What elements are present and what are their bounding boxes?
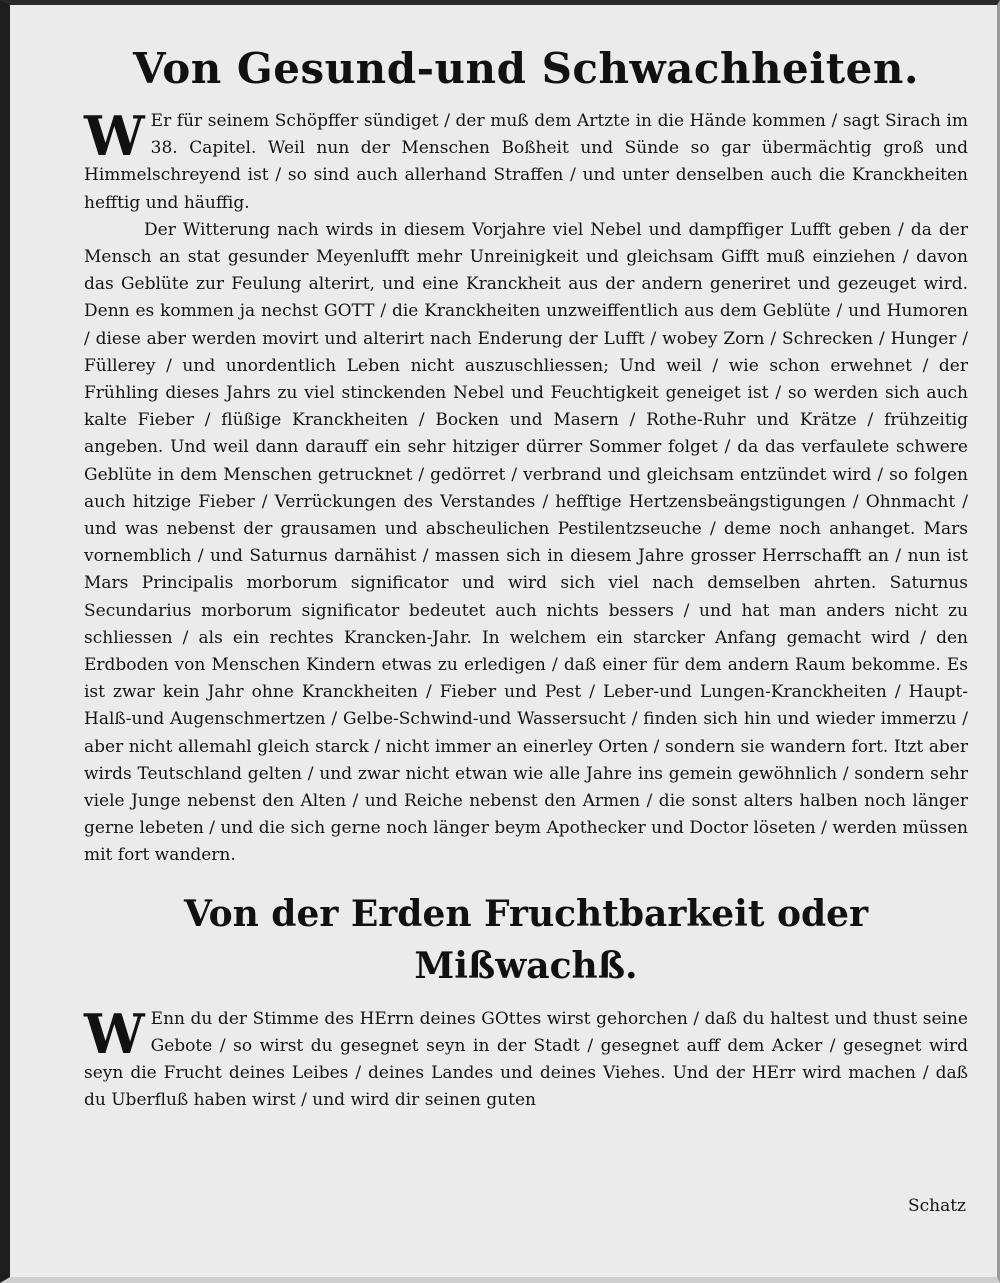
- section-title-fertility: Von der Erden Fruchtbarkeit oder Mißwachß.: [183, 892, 869, 987]
- page-content: [84, 40, 968, 1115]
- paragraph-text: Er für seinem Schöpffer sündiget / der muß dem Artzte in die Hände kommen / sagt Sirach im 38. Capitel. Weil nun der Menschen Boßheit und Sünde so gar übermächtig groß und Himmelschreyend ist / so sind auch allerhand Straffen / und unter denselben auch die Kranckheiten hefftig und häuffig.: [84, 111, 968, 213]
- dropcap-initial: W: [84, 104, 145, 168]
- paragraph-fertility-intro: [84, 1001, 968, 1115]
- dropcap-initial: W: [84, 1001, 145, 1066]
- paragraph-text: Enn du der Stimme des HErrn deines GOttes wirst gehorchen / daß du haltest und thust seine Gebote / so wirst du gesegnet seyn in der Stadt / gesegnet auff dem Acker / gesegnet wird seyn die Frucht deines Leibes / deines Landes und deines Viehes. Und der HErr wird machen / daß du Uberfluß haben wirst / und wird dir seinen guten: [84, 1008, 968, 1111]
- paragraph-health-intro: [84, 104, 968, 217]
- paragraph-health-weather: Der Witterung nach wirds in diesem Vorjahre viel Nebel und dampffiger Lufft geben / da der Mensch an stat gesunder Meyenlufft mehr Unreinigkeit und gleichsam Gifft muß einziehen / davon das Geblüte zur Feulung alterirt, und eine Kranckheit aus der andern generiret und gezeuget wird. Denn es kommen ja nechst GOTT / die Kranckheiten unzweiffentlich aus dem Geblüte / und Humoren / diese aber werden movirt und alterirt nach Enderung der Lufft / wobey Zorn / Schrecken / Hunger / Füllerey / und unordentlich Leben nicht auszuschliessen; Und weil / wie schon erwehnet / der Frühling dieses Jahrs zu viel stinckenden Nebel und Feuchtigkeit geneiget ist / so werden sich auch kalte Fieber / flüßige Kranckheiten / Bocken und Masern / Rothe-Ruhr und Krätze / frühzeitig angeben. Und weil dann darauff ein sehr hitziger dürrer Sommer folget / da das verfaulete schwere Geblüte in dem Menschen getrucknet / gedörret / verbrand und gleichsam entzündet wird / so folgen auch hitzige Fieber / Verrückungen des Verstandes / hefftige Hertzensbeängstigungen / Ohnmacht / und was nebenst der grausamen und abscheulichen Pestilentzseuche / deme noch anhanget. Mars vornemblich / und Saturnus darnähist / massen sich in diesem Jahre grosser Herrschafft an / nun ist Mars Principalis morborum significator und wird sich viel nach demselben ahrten. Saturnus Secundarius morborum significator bedeutet auch nichts bessers / und hat man anders nicht zu schliessen / als ein rechtes Krancken-Jahr. In welchem ein starcker Anfang gemacht wird / den Erdboden von Menschen Kindern etwas zu erledigen / daß einer für dem andern Raum bekomme. Es ist zwar kein Jahr ohne Kranckheiten / Fieber und Pest / Leber-und Lungen-Kranckheiten / Haupt-Halß-und Augenschmertzen / Gelbe-Schwind-und Wassersucht / finden sich hin und wieder immerzu / aber nicht allemahl gleich starck / nicht immer an einerley Orten / sondern sie wandern fort. Itzt aber wirds Teutschland gelten / und zwar nicht etwan wie alle Jahre ins gemein gewöhnlich / sondern sehr viele Junge nebenst den Alten / und Reiche nebenst den Armen / die sonst alters halben noch länger gerne lebeten / und die sich gerne noch länger beym Apothecker und Doctor löseten / werden müssen mit fort wandern.: [84, 219, 968, 866]
- catchword: Schatz: [907, 1196, 966, 1216]
- section-title-health: Von Gesund-und Schwachheiten.: [133, 44, 919, 93]
